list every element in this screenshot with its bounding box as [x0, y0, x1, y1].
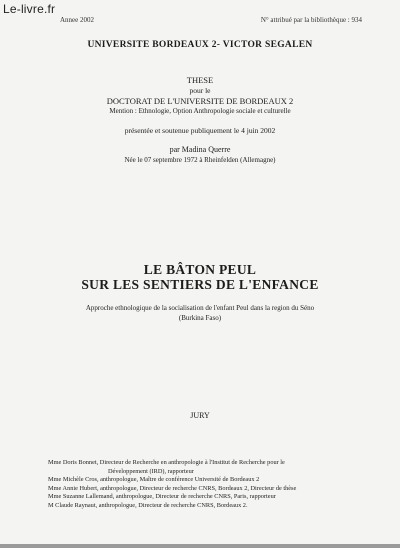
- jury-member: Mme Doris Bonnet, Directeur de Recherche en anthropologie à l'Institut de Recherche pour le: [48, 459, 285, 466]
- jury-member: M Claude Raynaut, anthropologue, Directeur de recherche CNRS, Bordeaux 2.: [48, 501, 248, 509]
- jury-member: Mme Suzanne Lallemand, anthropologue, Directeur de recherche CNRS, Paris, rapporteur: [48, 493, 276, 501]
- watermark-logo: Le-livre.fr: [3, 2, 56, 16]
- degree-mention: Mention : Ethnologie, Option Anthropologie sociale et culturelle: [109, 107, 291, 115]
- defense-date: présentée et soutenue publiquement le 4 juin 2002: [124, 126, 276, 135]
- university-name: UNIVERSITE BORDEAUX 2- VICTOR SEGALEN: [87, 40, 313, 50]
- thesis-for: pour le: [189, 86, 211, 95]
- subtitle-line1: Approche ethnologique de la socialisation de l'enfant Peul dans la region du Séno: [85, 304, 315, 312]
- author-birth: Née le 07 septembre 1972 à Rheinfelden (Allemagne): [124, 156, 276, 164]
- jury-list: [48, 459, 368, 511]
- subtitle-line2: (Burkina Faso): [178, 314, 222, 322]
- main-title-line2: SUR LES SENTIERS DE L'ENFANCE: [81, 277, 319, 292]
- author-name: par Madina Querre: [169, 145, 231, 154]
- jury-member: Mme Michèle Cros, anthropologue, Maître de conférence Université de Bordeaux 2: [48, 476, 260, 484]
- year-label: Annee 2002: [60, 16, 95, 24]
- page-edge-shadow: [0, 544, 400, 548]
- jury-heading: JURY: [190, 411, 210, 420]
- thesis-type: THESE: [186, 75, 214, 85]
- jury-member: Mme Annie Hubert, anthropologue, Directeur de recherche CNRS, Bordeaux 2, Directeur de thèse: [48, 484, 297, 492]
- degree-title: DOCTORAT DE L'UNIVERSITE DE BORDEAUX 2: [106, 96, 294, 106]
- jury-member: Développement (IRD), rapporteur: [108, 467, 194, 475]
- main-title-line1: LE BÂTON PEUL: [143, 262, 257, 277]
- library-number: N° attribué par la bibliothèque : 934: [260, 16, 362, 24]
